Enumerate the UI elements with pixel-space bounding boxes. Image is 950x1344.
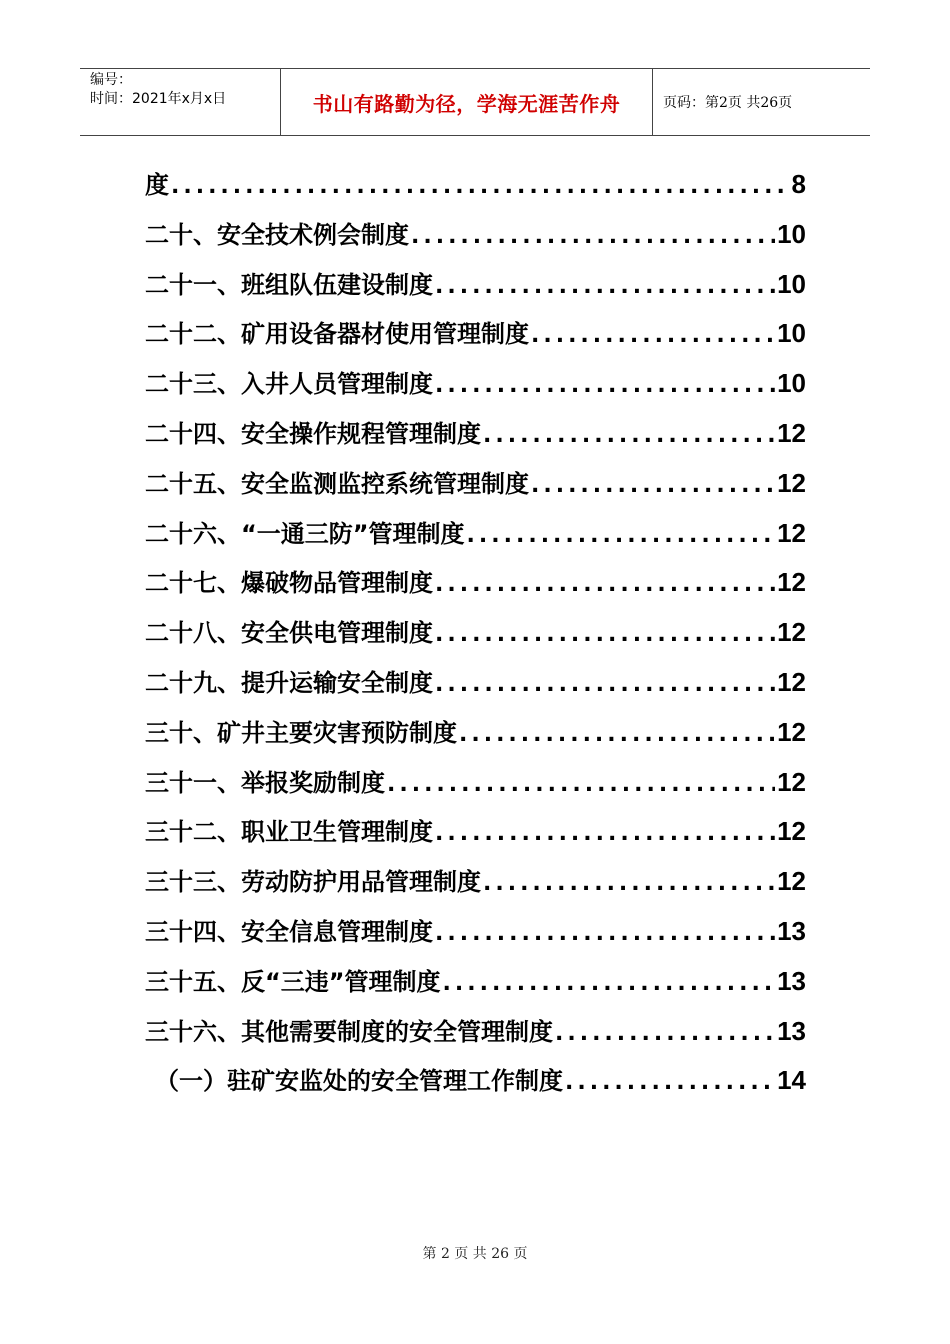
toc-entry-title: 三十、矿井主要灾害预防制度	[145, 718, 457, 747]
toc-entry-title: （一）驻矿安监处的安全管理工作制度	[155, 1067, 563, 1096]
toc-leader-dots	[483, 859, 775, 907]
toc-leader-dots	[443, 959, 776, 1007]
toc-entry-title: 二十四、安全操作规程管理制度	[145, 419, 481, 448]
header-page-info: 页码：第2页 共26页	[663, 95, 793, 111]
toc-entry-title: 二十六、“一通三防”管理制度	[145, 519, 465, 548]
toc-entry-page: 12	[777, 766, 806, 797]
toc-entry-page: 12	[777, 467, 806, 498]
toc-entry-title: 二十七、爆破物品管理制度	[145, 569, 433, 598]
toc-entry-page: 12	[777, 517, 806, 548]
toc-entry-page: 12	[777, 666, 806, 697]
toc-entry[interactable]	[145, 857, 806, 907]
toc-entry-title: 二十九、提升运输安全制度	[145, 668, 433, 697]
toc-entry-page: 10	[777, 218, 806, 249]
toc-entry-title: 三十四、安全信息管理制度	[145, 917, 433, 946]
toc-entry[interactable]	[145, 509, 806, 559]
toc-entry[interactable]	[145, 658, 806, 708]
toc-entry-page: 10	[777, 318, 806, 349]
toc-entry-title: 二十二、矿用设备器材使用管理制度	[145, 320, 529, 349]
toc-entry-title: 二十五、安全监测监控系统管理制度	[145, 469, 529, 498]
header-motto: 书山有路勤为径，学海无涯苦作舟	[281, 69, 653, 135]
toc-entry-page: 12	[777, 816, 806, 847]
toc-leader-dots	[531, 461, 775, 509]
toc-leader-dots	[483, 411, 775, 459]
toc-leader-dots	[171, 162, 790, 210]
toc-entry[interactable]	[145, 758, 806, 808]
toc-entry[interactable]	[145, 359, 806, 409]
toc-entry[interactable]	[145, 608, 806, 658]
toc-entry-title: 三十五、反“三违”管理制度	[145, 967, 441, 996]
toc-entry-page: 12	[777, 567, 806, 598]
toc-leader-dots	[467, 511, 776, 559]
document-date: 时间：2021年x月x日	[90, 91, 227, 107]
toc-entry[interactable]	[145, 708, 806, 758]
toc-entry[interactable]	[145, 309, 806, 359]
toc-entry-page: 10	[777, 268, 806, 299]
toc-entry[interactable]	[145, 907, 806, 957]
toc-entry-page: 12	[777, 716, 806, 747]
toc-leader-dots	[435, 660, 775, 708]
toc-entry-title: 三十一、举报奖励制度	[145, 768, 385, 797]
toc-leader-dots	[435, 361, 775, 409]
toc-leader-dots	[435, 610, 775, 658]
toc-leader-dots	[387, 760, 775, 808]
page-header	[80, 68, 870, 136]
toc-leader-dots	[435, 560, 775, 608]
toc-entry-page: 12	[777, 866, 806, 897]
header-meta	[80, 69, 281, 135]
toc-entry-page: 12	[777, 417, 806, 448]
toc-entry-page: 12	[777, 617, 806, 648]
table-of-contents	[145, 160, 806, 1106]
toc-leader-dots	[555, 1009, 775, 1057]
toc-leader-dots	[435, 262, 775, 310]
toc-entry[interactable]	[145, 409, 806, 459]
toc-entry[interactable]	[145, 1007, 806, 1057]
toc-entry-page: 8	[791, 169, 806, 199]
toc-entry[interactable]	[145, 558, 806, 608]
toc-entry[interactable]	[145, 160, 806, 210]
toc-entry-title: 三十六、其他需要制度的安全管理制度	[145, 1017, 553, 1046]
toc-entry-page: 13	[777, 965, 806, 996]
toc-leader-dots	[531, 311, 775, 359]
toc-entry-title: 度	[145, 171, 169, 199]
toc-entry-title: 二十一、班组队伍建设制度	[145, 270, 433, 299]
toc-entry-page: 13	[777, 915, 806, 946]
toc-entry[interactable]	[145, 957, 806, 1007]
toc-leader-dots	[459, 710, 775, 758]
toc-entry-title: 三十三、劳动防护用品管理制度	[145, 868, 481, 897]
toc-entry-page: 10	[777, 368, 806, 399]
toc-leader-dots	[565, 1058, 775, 1106]
toc-entry[interactable]	[145, 260, 806, 310]
toc-leader-dots	[435, 809, 775, 857]
toc-entry-title: 三十二、职业卫生管理制度	[145, 818, 433, 847]
toc-entry[interactable]	[145, 807, 806, 857]
toc-leader-dots	[411, 212, 775, 260]
toc-entry[interactable]	[145, 1056, 806, 1106]
toc-entry-page: 13	[777, 1015, 806, 1046]
document-number-label: 编号：	[90, 72, 132, 88]
toc-entry-title: 二十三、入井人员管理制度	[145, 370, 433, 399]
toc-entry-title: 二十八、安全供电管理制度	[145, 619, 433, 648]
toc-entry-page: 14	[777, 1065, 806, 1096]
toc-entry-title: 二十、安全技术例会制度	[145, 220, 409, 249]
page-footer: 第 2 页 共 26 页	[422, 1246, 528, 1262]
toc-entry[interactable]	[145, 459, 806, 509]
toc-leader-dots	[435, 909, 775, 957]
toc-entry[interactable]	[145, 210, 806, 260]
